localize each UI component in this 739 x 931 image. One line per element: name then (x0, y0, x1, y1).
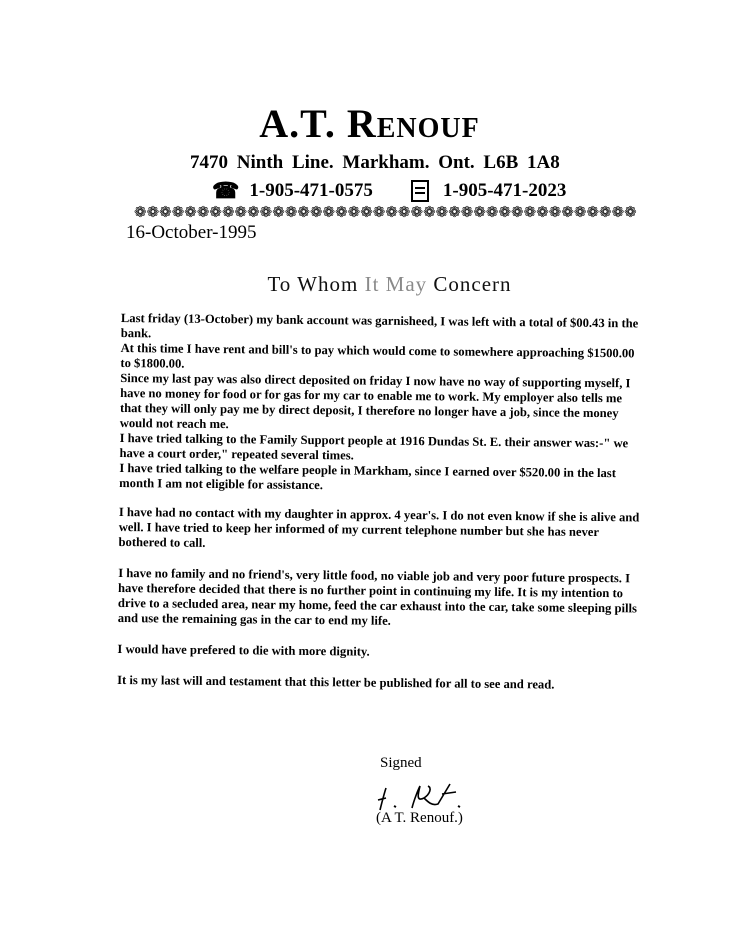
paragraph: At this time I have rent and bill's to pay which would come to somewhere approaching $1500.00 to $1800.00. (120, 340, 635, 371)
signatory-name: (A T. Renouf.) (376, 810, 463, 826)
letter-date: 16-October-1995 (126, 222, 257, 243)
paragraph: Since my last pay was also direct deposited on friday I now have no way of supporting myself, I have no money for food or for gas for my car to enable me to work. My employer also tells me that they will only pay me by direct deposit, I therefore no longer have a job, since the money would not reach me. (119, 370, 631, 432)
phone-number: 1-905-471-0575 (249, 180, 373, 201)
paragraph: I have tried talking to the Family Support people at 1916 Dundas St. E. their answer was:-" we have a court order," repeated several times. (119, 430, 629, 463)
paragraph: I have tried talking to the welfare people in Markham, since I earned over $520.00 in the last month I am not eligible for assistance. (119, 460, 617, 493)
fax-number: 1-905-471-2023 (442, 180, 567, 201)
letterhead-name-text: A.T. Renouf (259, 101, 480, 146)
handwritten-signature (372, 780, 472, 814)
paragraph: I would have prefered to die with more dignity. (117, 641, 370, 659)
letterhead-contact-row (212, 178, 566, 204)
letter-heading (0, 272, 739, 297)
letter-body (117, 311, 645, 693)
heading-prefix: To Whom (267, 272, 365, 296)
paragraph: I have no family and no friend's, very little food, no viable job and very poor future prospects. I have therefore decided that there is no further point in continuing my life. It is my intention to drive to a secluded area, near my home, feed the car exhaust into the car, take some sleeping pills and use the remaining gas in the car to end my life. (117, 565, 637, 628)
telephone-icon: ☎ (212, 178, 240, 203)
signed-label: Signed (380, 755, 422, 771)
ornamental-divider: ❁❁❁❁❁❁❁❁❁❁❁❁❁❁❁❁❁❁❁❁❁❁❁❁❁❁❁❁❁❁❁❁❁❁❁❁❁❁❁❁ (134, 203, 637, 221)
letterhead-name (0, 100, 739, 147)
paragraph: Last friday (13-October) my bank account was garnisheed, I was left with a total of $00.43 in the bank. (120, 311, 639, 341)
letterhead-address: 7470 Ninth Line. Markham. Ont. L6B 1A8 (190, 152, 560, 173)
fax-document-icon (411, 180, 429, 202)
paragraph: It is my last will and testament that this letter be published for all to see and read. (117, 672, 555, 692)
heading-faded: It May (364, 272, 428, 296)
heading-suffix: Concern (427, 272, 512, 296)
paragraph: I have had no contact with my daughter in approx. 4 year's. I do not even know if she is alive and well. I have tried to keep her informed of my current telephone number but she has never bothered to call. (118, 504, 640, 550)
